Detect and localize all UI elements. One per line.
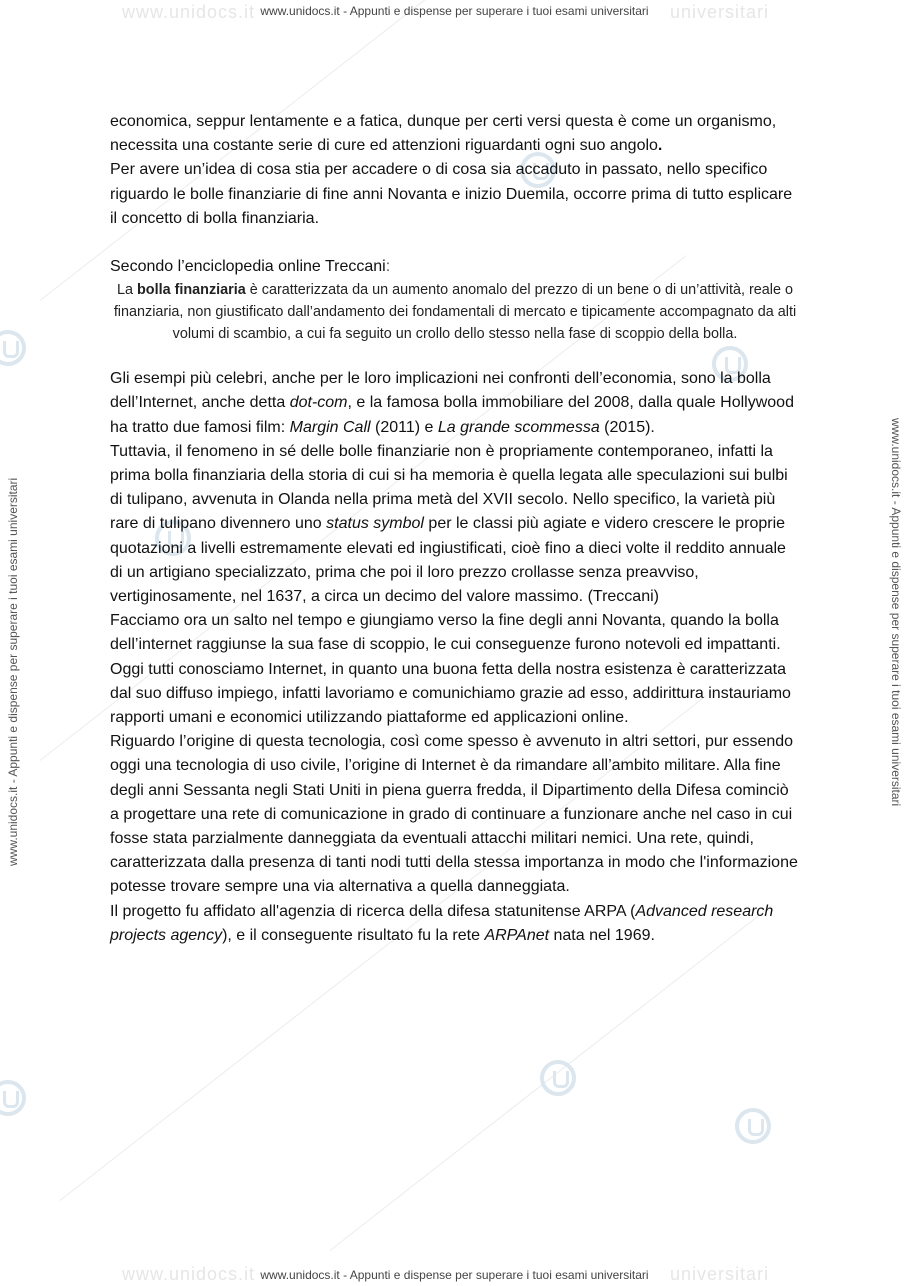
watermark-ghost-left: www.unidocs.it <box>122 1264 256 1284</box>
quote-definition: La bolla finanziaria è caratterizzata da un aumento anomalo del prezzo di un bene o di un’attività, reale o finanziaria, non giustificato dall’andamento dei fondamentali di mercato e tipicamente accompagnato da alti volumi di scambio, a cui fa seguito un crollo dello stesso nella fase di scoppio della bolla. <box>113 282 797 343</box>
paragraph-4: Tuttavia, il fenomeno in sé delle bolle finanziarie non è propriamente contemporaneo, infatti la prima bolla finanziaria della storia di cui si ha memoria è quella legata alle speculazioni sui bulbi di tulipano, avvenuta in Olanda nella prima metà del XVII secolo. Nello specifico, la varietà più rare di tulipano divennero uno status symbol per le classi più agiate e videro crescere le proprie quotazioni a livelli estremamente elevati ed ingiustificati, cioè fino a dieci volte il reddito annuale di un artigiano specializzato, prima che poi il loro prezzo crollasse senza preavviso, vertiginosamente, nel 1637, a circa un decimo del valore massimo. (Treccani) <box>110 442 788 606</box>
unidocs-logo-icon <box>0 330 26 366</box>
watermark-ghost-right: universitari <box>670 2 770 22</box>
watermark-bottom: www.unidocs.it - Appunti e dispense per superare i tuoi esami universitari <box>260 1268 649 1282</box>
watermark-ghost-left: www.unidocs.it <box>122 2 256 22</box>
watermark-ghost-right: universitari <box>670 1264 770 1284</box>
paragraph-2: Per avere un’idea di cosa stia per accadere o di cosa sia accaduto in passato, nello specifico riguardo le bolle finanziarie di fine anni Novanta e inizio Duemila, occorre prima di tutto esplicare il concetto di bolla finanziaria. <box>110 161 793 227</box>
watermark-side-left: www.unidocs.it - Appunti e dispense per superare i tuoi esami universitari <box>6 477 20 866</box>
watermark-top: www.unidocs.it - Appunti e dispense per superare i tuoi esami universitari <box>260 4 649 18</box>
source-intro: Secondo l’enciclopedia online Treccani: <box>110 258 391 276</box>
paragraph-5: Facciamo ora un salto nel tempo e giungiamo verso la fine degli anni Novanta, quando la bolla dell’internet raggiunse la sua fase di scoppio, le cui conseguenze furono notevoli ed impattanti. <box>110 612 781 654</box>
unidocs-logo-icon <box>540 1060 576 1096</box>
unidocs-logo-icon <box>0 1080 26 1116</box>
paragraph-1: economica, seppur lentamente e a fatica, dunque per certi versi questa è come un organismo, necessita una costante serie di cure ed attenzioni riguardanti ogni suo angolo. <box>110 113 777 155</box>
paragraph-7: Riguardo l’origine di questa tecnologia, così come spesso è avvenuto in altri settori, pur essendo oggi una tecnologia di uso civile, l’origine di Internet è da rimandare all’ambito militare. Alla fine degli anni Sessanta negli Stati Uniti in piena guerra fredda, il Dipartimento della Difesa cominciò a progettare una rete di comunicazione in grado di continuare a funzionare anche nel caso in cui fosse stata parzialmente danneggiata da eventuali attacchi militari nemici. Una rete, quindi, caratterizzata dalla presenza di tanti nodi tutti della stessa importanza in modo che l'informazione potesse trovare sempre una via alternativa a quella danneggiata. <box>110 733 798 896</box>
document-body <box>110 110 800 948</box>
paragraph-8: Il progetto fu affidato all'agenzia di ricerca della difesa statunitense ARPA (Advanced research projects agency), e il conseguente risultato fu la rete ARPAnet nata nel 1969. <box>110 902 774 944</box>
paragraph-6: Oggi tutti conosciamo Internet, in quanto una buona fetta della nostra esistenza è caratterizzata dal suo diffuso impiego, infatti lavoriamo e comunichiamo grazie ad esso, addirittura instauriamo rapporti umani e economici utilizzando piattaforme ed applicazioni online. <box>110 660 791 727</box>
paragraph-3: Gli esempi più celebri, anche per le loro implicazioni nei confronti dell’economia, sono la bolla dell’Internet, anche detta dot-com, e la famosa bolla immobiliare del 2008, dalla quale Hollywood ha tratto due famosi film: Margin Call (2011) e La grande scommessa (2015). <box>110 370 794 436</box>
unidocs-logo-icon <box>735 1108 771 1144</box>
watermark-side-right: www.unidocs.it - Appunti e dispense per superare i tuoi esami universitari <box>889 418 903 807</box>
